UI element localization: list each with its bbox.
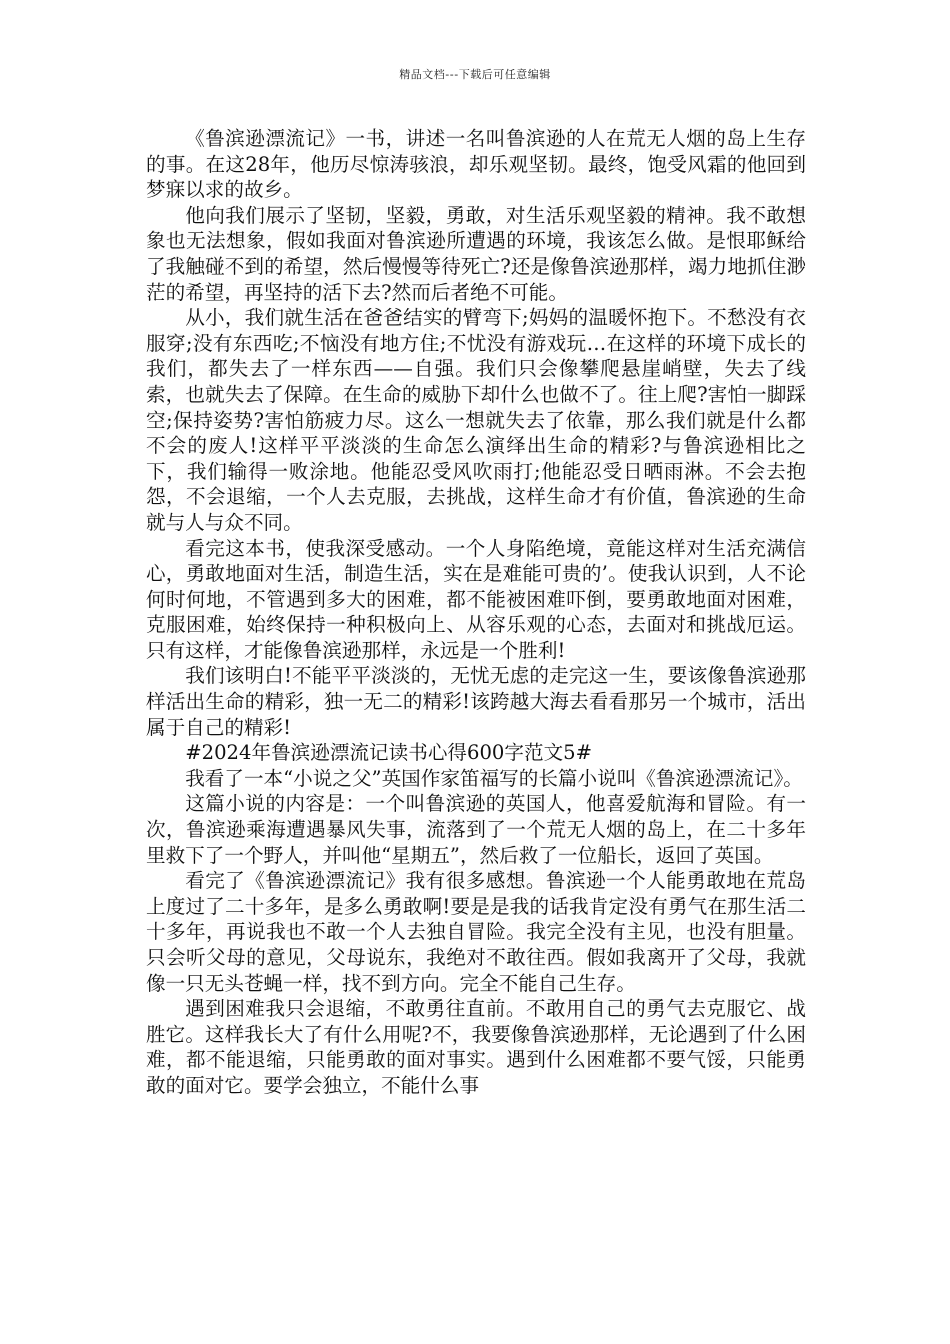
paragraph: 这篇小说的内容是：一个叫鲁滨逊的英国人，他喜爱航海和冒险。有一次，鲁滨逊乘海遭遇暴风失事，流落到了一个荒无人烟的岛上，在二十多年里救下了一个野人，并叫他“星期五”，然后救了一位船长，返回了英国。 — [146, 792, 806, 867]
paragraph: 遇到困难我只会退缩，不敢勇往直前。不敢用自己的勇气去克服它、战胜它。这样我长大了有什么用呢?不，我要像鲁滨逊那样，无论遇到了什么困难，都不能退缩，只能勇敢的面对事实。遇到什么困难都不要气馁，只能勇敢的面对它。要学会独立，不能什么事 — [146, 997, 806, 1097]
page-header: 精品文档---下载后可任意编辑 — [399, 68, 551, 81]
paragraph: 我看了一本“小说之父”英国作家笛福写的长篇小说叫《鲁滨逊漂流记》。 — [185, 766, 803, 790]
section-heading: #2024年鲁滨逊漂流记读书心得600字范文5# — [185, 741, 593, 765]
paragraph: 看完这本书，使我深受感动。一个人身陷绝境，竟能这样对生活充满信心，勇敢地面对生活，制造生活，实在是难能可贵的’。使我认识到，人不论何时何地，不管遇到多大的困难，都不能被困难吓倒，要勇敢地面对困难，克服困难，始终保持一种积极向上、从容乐观的心态，去面对和挑战厄运。只有这样，才能像鲁滨逊那样，永远是一个胜利! — [146, 536, 806, 662]
paragraph: 他向我们展示了坚韧，坚毅，勇敢，对生活乐观坚毅的精神。我不敢想象也无法想象，假如我面对鲁滨逊所遭遇的环境，我该怎么做。是恨耶稣给了我触碰不到的希望，然后慢慢等待死亡?还是像鲁滨逊那样，竭力地抓住渺茫的希望，再坚持的活下去?然而后者绝不可能。 — [146, 203, 806, 304]
paragraph: 我们该明白!不能平平淡淡的，无忧无虑的走完这一生，要该像鲁滨逊那样活出生命的精彩，独一无二的精彩!该跨越大海去看看那另一个城市，活出属于自己的精彩! — [146, 664, 806, 739]
paragraph: 看完了《鲁滨逊漂流记》我有很多感想。鲁滨逊一个人能勇敢地在荒岛上度过了二十多年，是多么勇敢啊!要是是我的话我肯定没有勇气在那生活二十多年，再说我也不敢一个人去独自冒险。我完全没有主见，也没有胆量。只会听父母的意见，父母说东，我绝对不敢往西。假如我离开了父母，我就像一只无头苍蝇一样，找不到方向。完全不能自己生存。 — [146, 869, 806, 995]
document-body — [146, 126, 806, 1099]
paragraph: 从小，我们就生活在爸爸结实的臂弯下;妈妈的温暖怀抱下。不愁没有衣服穿;没有东西吃;不恼没有地方住;不忧没有游戏玩…在这样的环境下成长的我们，都失去了一样东西——自强。我们只会像攀爬悬崖峭壁，失去了线索，也就失去了保障。在生命的威胁下却什么也做不了。往上爬?害怕一脚踩空;保持姿势?害怕筋疲力尽。这么一想就失去了依靠，那么我们就是什么都不会的废人!这样平平淡淡的生命怎么演绎出生命的精彩?与鲁滨逊相比之下，我们输得一败涂地。他能忍受风吹雨打;他能忍受日晒雨淋。不会去抱怨，不会退缩，一个人去克服，去挑战，这样生命才有价值，鲁滨逊的生命就与人与众不同。 — [146, 306, 806, 534]
paragraph: 《鲁滨逊漂流记》一书，讲述一名叫鲁滨逊的人在荒无人烟的岛上生存的事。在这28年，他历尽惊涛骇浪，却乐观坚韧。最终，饱受风霜的他回到梦寐以求的故乡。 — [146, 127, 806, 202]
